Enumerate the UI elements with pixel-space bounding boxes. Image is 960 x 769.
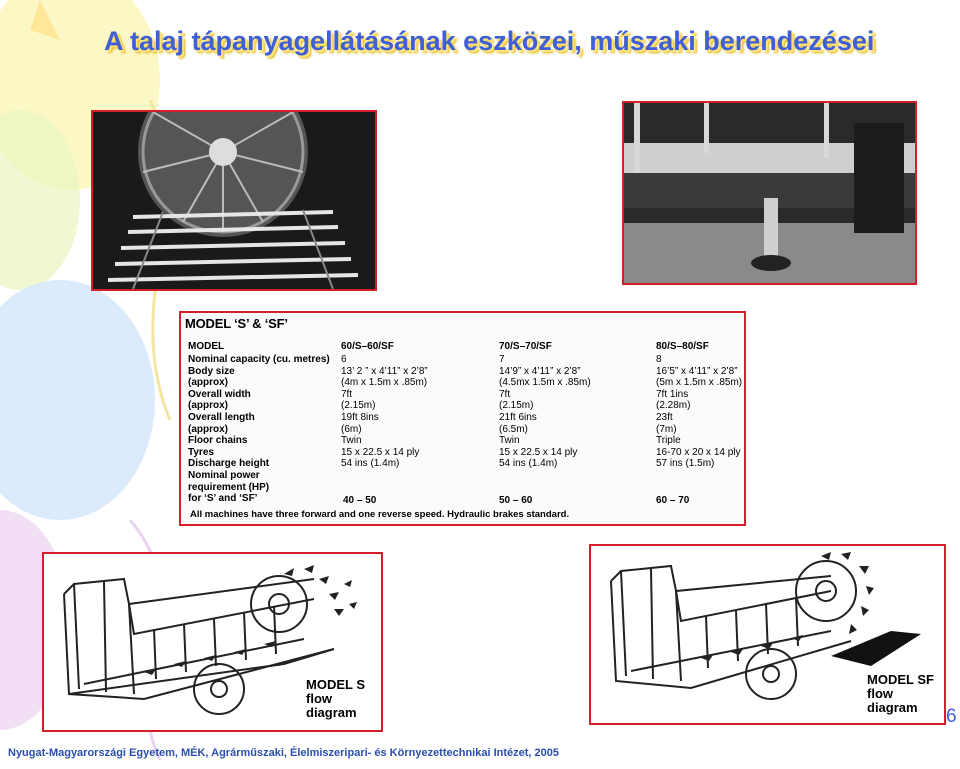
diagram-label-line: flow <box>867 686 893 701</box>
spec-value: 54 ins (1.4m) <box>341 458 400 470</box>
spec-label: (approx) <box>188 377 228 389</box>
spec-value: (6m) <box>341 423 362 435</box>
spec-value: 6 <box>341 354 347 365</box>
spec-value: 54 ins (1.4m) <box>499 458 558 470</box>
spec-value: (2.15m) <box>341 400 376 412</box>
spec-value: 7 <box>499 354 505 365</box>
spec-label: for ‘S’ and ‘SF’ <box>188 493 258 505</box>
spec-column-80: 80/S–80/SF <box>656 341 709 352</box>
spec-value: 16’5” x 4’11” x 2’8” <box>656 365 738 377</box>
spec-values-70 <box>499 354 591 470</box>
spec-value: Twin <box>499 435 520 447</box>
diagram-label-line: MODEL SF <box>867 672 934 687</box>
spec-column-60: 60/S–60/SF <box>341 341 394 352</box>
spec-value: (2.15m) <box>499 400 534 412</box>
slide-title: A talaj tápanyagellátásának eszközei, műszaki berendezései <box>104 26 875 56</box>
spec-value: 7ft 1ins <box>656 388 689 400</box>
spreader-drawbar-photo <box>622 101 917 285</box>
spec-value: 13’ 2 ” x 4’11” x 2’8” <box>341 365 428 377</box>
spec-power-80: 60 – 70 <box>656 495 690 506</box>
spec-label: Overall width <box>188 388 251 400</box>
spec-value: (5m x 1.5m x .85m) <box>656 377 743 389</box>
slide-footer: Nyugat-Magyarországi Egyetem, MÉK, Agrárműszaki, Élelmiszeripari- és Környezettechnikai Intézet, 2005 <box>8 747 560 759</box>
spec-value: 23ft <box>656 411 673 423</box>
spec-label: Nominal power <box>188 469 260 481</box>
spec-value: (2.28m) <box>656 400 691 412</box>
spec-column-model: MODEL <box>188 341 225 352</box>
spec-label: requirement (HP) <box>188 481 270 493</box>
model-sf-label <box>867 673 934 715</box>
spec-value: 19ft 8ins <box>341 411 379 423</box>
spec-value: Triple <box>656 435 681 447</box>
spec-value: 21ft 6ins <box>499 411 537 423</box>
diagram-label-line: MODEL S <box>306 677 365 692</box>
spec-power-60: 40 – 50 <box>343 495 377 506</box>
spec-value: 16-70 x 20 x 14 ply <box>656 446 741 458</box>
spec-value: (7m) <box>656 423 677 435</box>
spec-value: 8 <box>656 354 662 365</box>
spec-value: Twin <box>341 435 362 447</box>
model-s-flow-diagram <box>42 552 383 732</box>
spec-label: (approx) <box>188 400 228 412</box>
spec-value: (4m x 1.5m x .85m) <box>341 377 428 389</box>
page-number: 6 <box>946 706 957 727</box>
spec-label: Tyres <box>188 446 214 458</box>
spec-value: (4.5mx 1.5m x .85m) <box>499 377 591 389</box>
model-s-label <box>306 678 365 720</box>
spec-label: (approx) <box>188 423 228 435</box>
spec-values-80 <box>656 354 742 470</box>
spec-row-labels <box>188 354 330 505</box>
spec-label: Floor chains <box>188 435 248 447</box>
model-sf-flow-diagram <box>589 544 946 725</box>
spec-label: Nominal capacity (cu. metres) <box>188 354 330 365</box>
spec-values-60 <box>341 354 428 470</box>
spec-value: 7ft <box>499 388 511 400</box>
spreader-beater-photo <box>91 110 377 291</box>
spec-power-70: 50 – 60 <box>499 495 533 506</box>
spec-value: 15 x 22.5 x 14 ply <box>499 446 578 458</box>
spec-label: Overall length <box>188 411 255 423</box>
spec-heading: MODEL ‘S’ & ‘SF’ <box>185 316 288 331</box>
spec-value: 15 x 22.5 x 14 ply <box>341 446 420 458</box>
spec-label: Body size <box>188 365 235 377</box>
specification-table <box>179 311 746 526</box>
diagram-label-line: flow <box>306 691 332 706</box>
spec-value: 57 ins (1.5m) <box>656 458 715 470</box>
spec-value: 14’9” x 4’11” x 2’8” <box>499 365 581 377</box>
spec-column-70: 70/S–70/SF <box>499 341 552 352</box>
spec-value: (6.5m) <box>499 423 528 435</box>
diagram-label-line: diagram <box>867 700 918 715</box>
spec-footer: All machines have three forward and one reverse speed. Hydraulic brakes standard. <box>190 509 570 520</box>
spec-value: 7ft <box>341 388 353 400</box>
diagram-label-line: diagram <box>306 705 357 720</box>
spec-label: Discharge height <box>188 458 270 470</box>
